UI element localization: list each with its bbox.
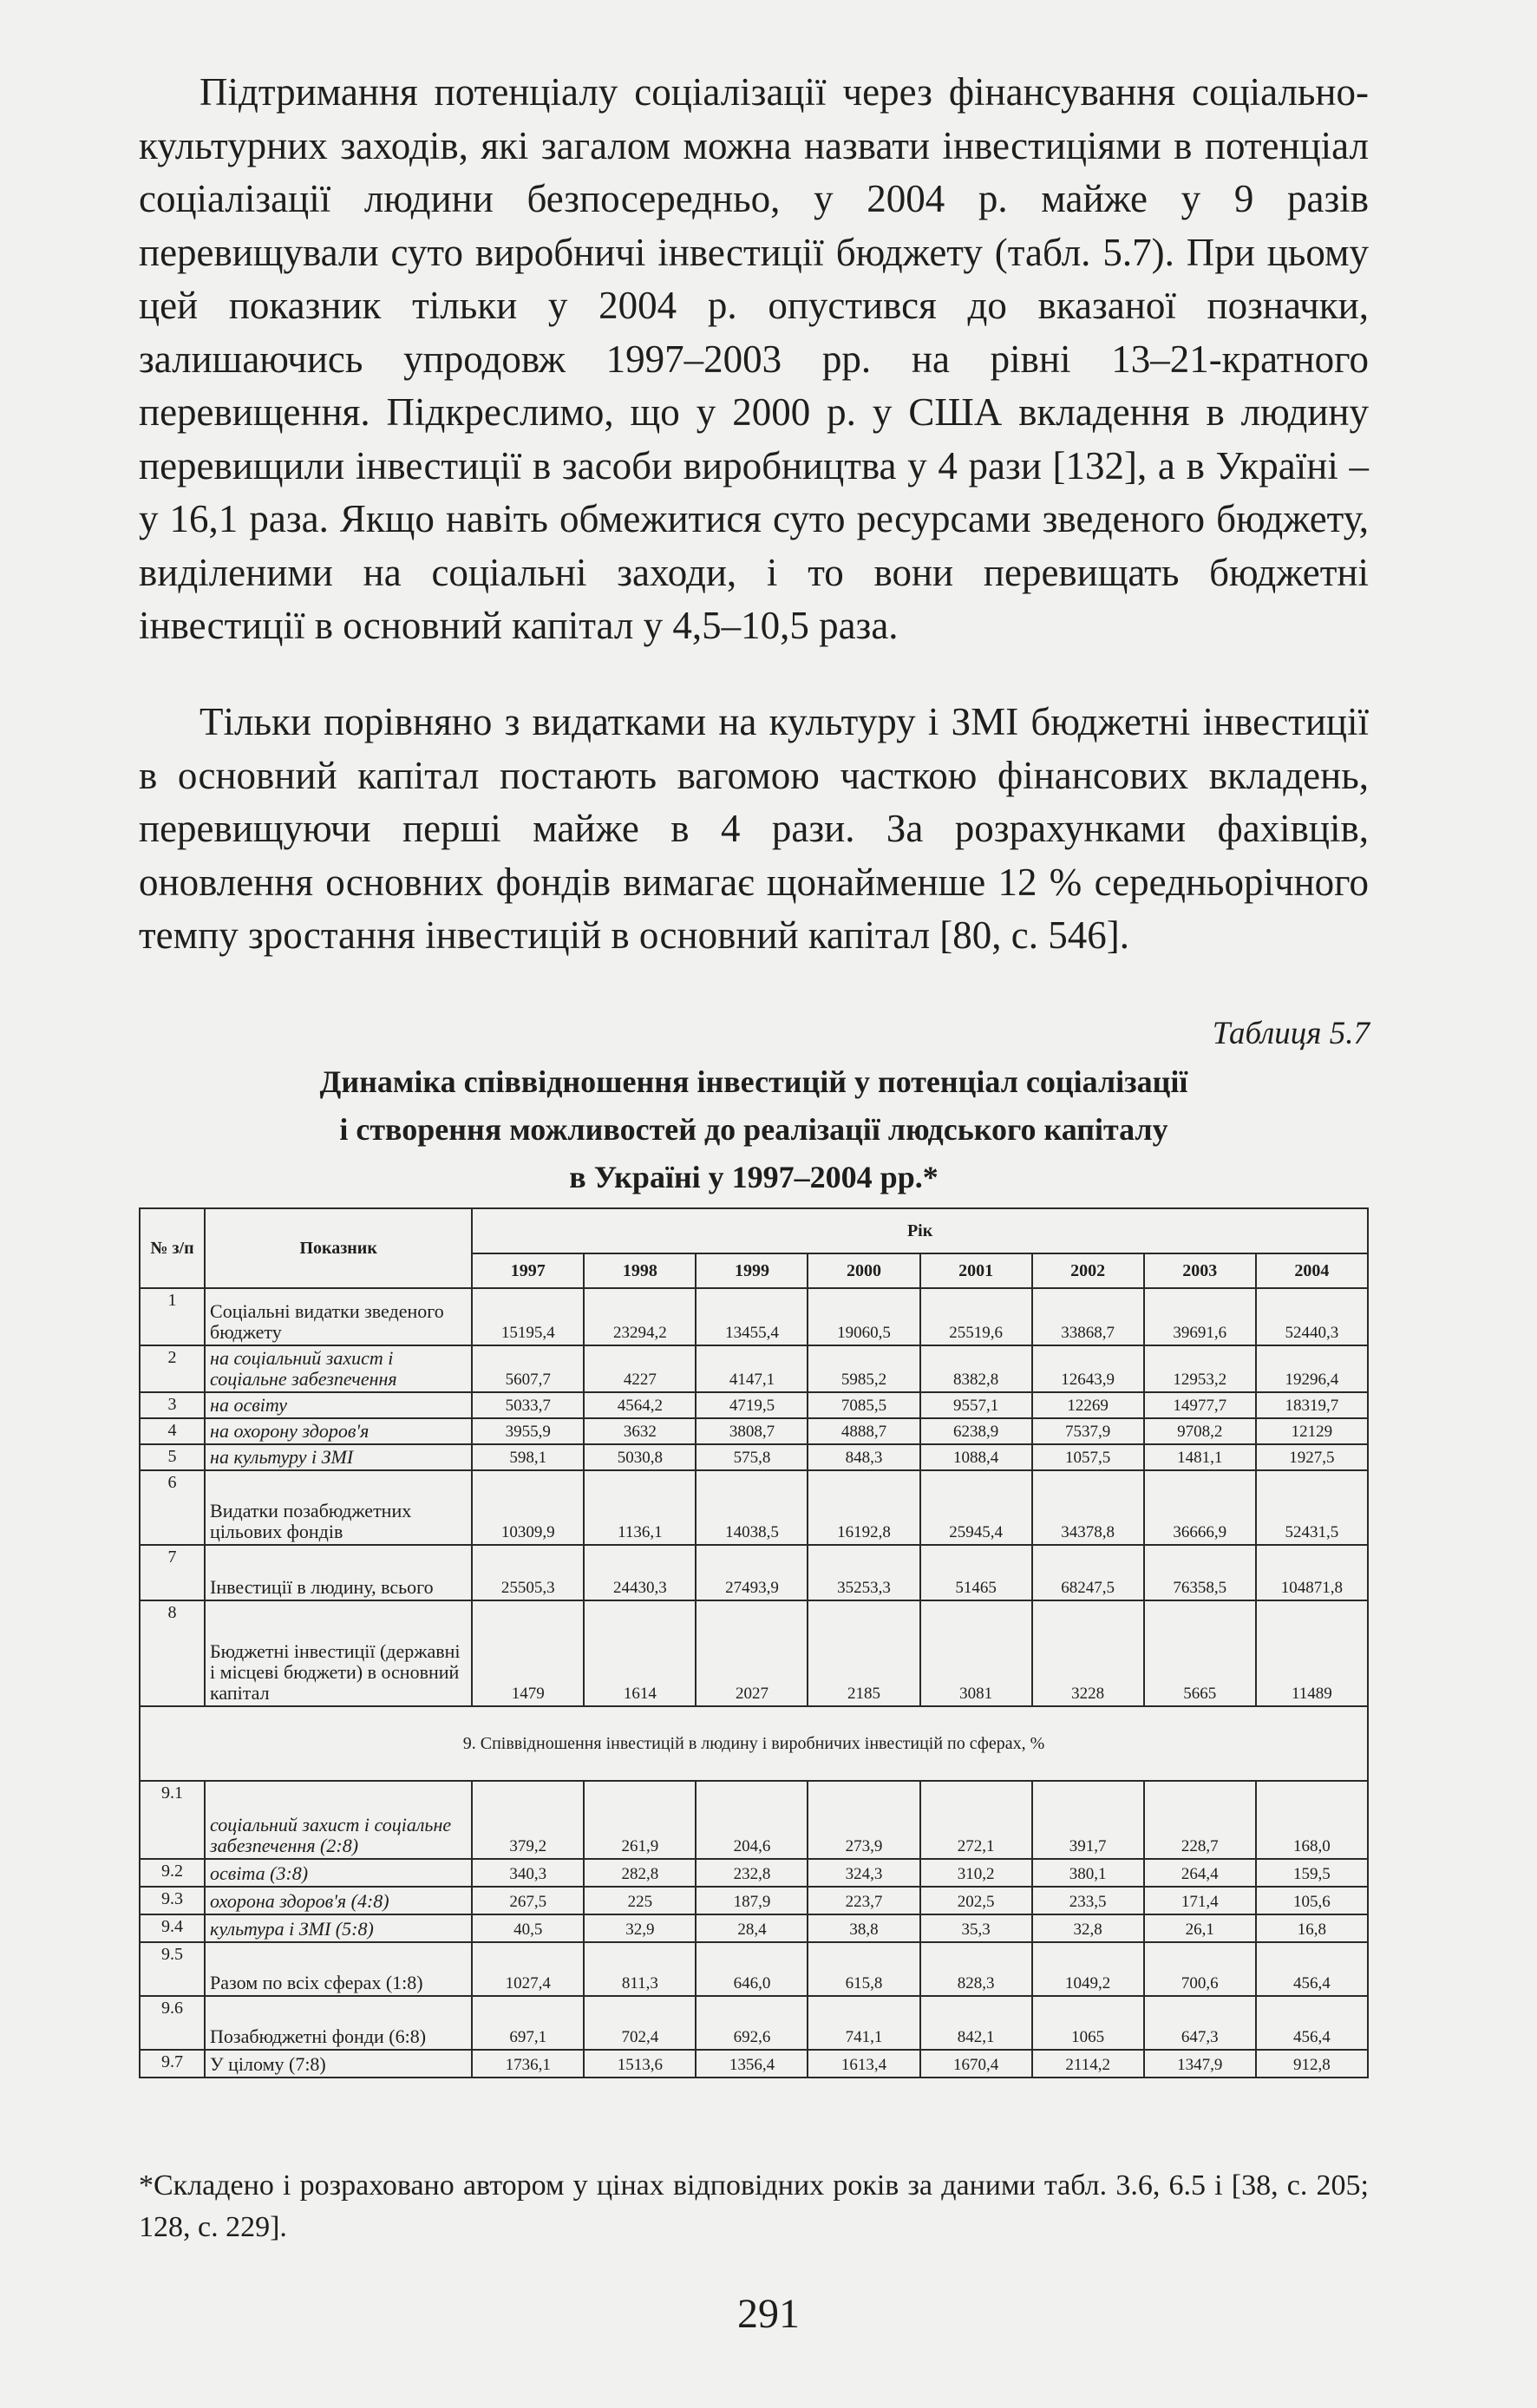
header-year: 2000 bbox=[808, 1253, 919, 1288]
cell-value: 9557,1 bbox=[920, 1392, 1032, 1418]
cell-value: 1065 bbox=[1032, 1996, 1144, 2050]
cell-value: 52431,5 bbox=[1256, 1470, 1368, 1545]
cell-value: 28,4 bbox=[696, 1914, 808, 1942]
cell-value: 7085,5 bbox=[808, 1392, 919, 1418]
cell-value: 5607,7 bbox=[472, 1345, 584, 1392]
cell-value: 456,4 bbox=[1256, 1996, 1368, 2050]
cell-value: 7537,9 bbox=[1032, 1418, 1144, 1444]
cell-value: 261,9 bbox=[584, 1781, 696, 1859]
cell-value: 1736,1 bbox=[472, 2050, 584, 2078]
header-year: 2002 bbox=[1032, 1253, 1144, 1288]
table-number: Таблиця 5.7 bbox=[1212, 1016, 1370, 1051]
cell-value: 1088,4 bbox=[920, 1444, 1032, 1470]
cell-value: 615,8 bbox=[808, 1942, 919, 1996]
row-label: Бюджетні інвестиції (державні і місцеві бюджети) в основний капітал bbox=[205, 1600, 472, 1706]
cell-value: 848,3 bbox=[808, 1444, 919, 1470]
cell-value: 23294,2 bbox=[584, 1288, 696, 1345]
row-number: 9.6 bbox=[140, 1996, 205, 2050]
cell-value: 456,4 bbox=[1256, 1942, 1368, 1996]
cell-value: 697,1 bbox=[472, 1996, 584, 2050]
cell-value: 340,3 bbox=[472, 1859, 584, 1887]
cell-value: 575,8 bbox=[696, 1444, 808, 1470]
cell-value: 104871,8 bbox=[1256, 1545, 1368, 1600]
row-number: 3 bbox=[140, 1392, 205, 1418]
cell-value: 3228 bbox=[1032, 1600, 1144, 1706]
cell-value: 647,3 bbox=[1144, 1996, 1256, 2050]
cell-value: 3955,9 bbox=[472, 1418, 584, 1444]
cell-value: 16,8 bbox=[1256, 1914, 1368, 1942]
cell-value: 1513,6 bbox=[584, 2050, 696, 2078]
cell-value: 5030,8 bbox=[584, 1444, 696, 1470]
cell-value: 171,4 bbox=[1144, 1887, 1256, 1914]
cell-value: 2027 bbox=[696, 1600, 808, 1706]
table-row bbox=[140, 1444, 1368, 1470]
ratio-row bbox=[140, 1859, 1368, 1887]
cell-value: 14038,5 bbox=[696, 1470, 808, 1545]
cell-value: 379,2 bbox=[472, 1781, 584, 1859]
cell-value: 741,1 bbox=[808, 1996, 919, 2050]
row-label: Позабюджетні фонди (6:8) bbox=[205, 1996, 472, 2050]
cell-value: 232,8 bbox=[696, 1859, 808, 1887]
cell-value: 692,6 bbox=[696, 1996, 808, 2050]
table-row bbox=[140, 1345, 1368, 1392]
header-year-group: Рік bbox=[472, 1208, 1368, 1253]
paragraph-1: Підтримання потенціалу соціалізації через фінансування соціально-культурних заходів, які загалом можна назвати інвестиціями в потенціал соціалізації людини безпосередньо, у 2004 р. майже у 9 разів перевищували суто виробничі інвестиції бюджету (табл. 5.7). При цьому цей показник тільки у 2004 р. опустився до вказаної позначки, залишаючись упродовж 1997–2003 рр. на рівні 13–21-кратного перевищення. Підкреслимо, що у 2000 р. у США вкладення в людину перевищили інвестиції в засоби виробництва у 4 рази [132], а в Україні – у 16,1 раза. Якщо навіть обмежитися суто ресурсами зведеного бюджету, виділеними на соціальні заходи, і то вони перевищать бюджетні інвестиції в основний капітал у 4,5–10,5 раза. bbox=[139, 70, 1369, 647]
cell-value: 4888,7 bbox=[808, 1418, 919, 1444]
header-year: 1999 bbox=[696, 1253, 808, 1288]
cell-value: 12129 bbox=[1256, 1418, 1368, 1444]
table-row bbox=[140, 1600, 1368, 1706]
caption-line: в Україні у 1997–2004 рр.* bbox=[569, 1160, 939, 1194]
cell-value: 1479 bbox=[472, 1600, 584, 1706]
header-number: № з/п bbox=[140, 1208, 205, 1288]
cell-value: 24430,3 bbox=[584, 1545, 696, 1600]
row-label: соціальний захист і соціальне забезпечення (2:8) bbox=[205, 1781, 472, 1859]
cell-value: 380,1 bbox=[1032, 1859, 1144, 1887]
cell-value: 68247,5 bbox=[1032, 1545, 1144, 1600]
row-label: на освіту bbox=[205, 1392, 472, 1418]
row-number: 4 bbox=[140, 1418, 205, 1444]
cell-value: 36666,9 bbox=[1144, 1470, 1256, 1545]
page-number: 291 bbox=[737, 2291, 800, 2337]
cell-value: 8382,8 bbox=[920, 1345, 1032, 1392]
cell-value: 912,8 bbox=[1256, 2050, 1368, 2078]
cell-value: 52440,3 bbox=[1256, 1288, 1368, 1345]
cell-value: 223,7 bbox=[808, 1887, 919, 1914]
cell-value: 6238,9 bbox=[920, 1418, 1032, 1444]
section-heading: 9. Співвідношення інвестицій в людину і виробничих інвестицій по сферах, % bbox=[140, 1706, 1368, 1781]
row-number: 9.1 bbox=[140, 1781, 205, 1859]
cell-value: 204,6 bbox=[696, 1781, 808, 1859]
cell-value: 39691,6 bbox=[1144, 1288, 1256, 1345]
cell-value: 25519,6 bbox=[920, 1288, 1032, 1345]
row-label: на соціальний захист і соціальне забезпечення bbox=[205, 1345, 472, 1392]
row-label: Видатки позабюджетних цільових фондів bbox=[205, 1470, 472, 1545]
row-label: охорона здоров'я (4:8) bbox=[205, 1887, 472, 1914]
cell-value: 4564,2 bbox=[584, 1392, 696, 1418]
row-number: 9.5 bbox=[140, 1942, 205, 1996]
cell-value: 25945,4 bbox=[920, 1470, 1032, 1545]
cell-value: 1347,9 bbox=[1144, 2050, 1256, 2078]
ratio-row bbox=[140, 1996, 1368, 2050]
row-number: 9.4 bbox=[140, 1914, 205, 1942]
caption-line: Динаміка співвідношення інвестицій у потенціал соціалізації bbox=[319, 1064, 1188, 1099]
caption-line: і створення можливостей до реалізації людського капіталу bbox=[339, 1112, 1168, 1147]
cell-value: 1670,4 bbox=[920, 2050, 1032, 2078]
cell-value: 1057,5 bbox=[1032, 1444, 1144, 1470]
cell-value: 324,3 bbox=[808, 1859, 919, 1887]
cell-value: 1481,1 bbox=[1144, 1444, 1256, 1470]
cell-value: 19060,5 bbox=[808, 1288, 919, 1345]
header-year: 2001 bbox=[920, 1253, 1032, 1288]
cell-value: 267,5 bbox=[472, 1887, 584, 1914]
cell-value: 646,0 bbox=[696, 1942, 808, 1996]
ratio-row bbox=[140, 2050, 1368, 2078]
table-row bbox=[140, 1288, 1368, 1345]
cell-value: 3632 bbox=[584, 1418, 696, 1444]
cell-value: 159,5 bbox=[1256, 1859, 1368, 1887]
cell-value: 2114,2 bbox=[1032, 2050, 1144, 2078]
table-caption bbox=[139, 1058, 1369, 1201]
cell-value: 38,8 bbox=[808, 1914, 919, 1942]
row-label: освіта (3:8) bbox=[205, 1859, 472, 1887]
cell-value: 4147,1 bbox=[696, 1345, 808, 1392]
cell-value: 11489 bbox=[1256, 1600, 1368, 1706]
cell-value: 35253,3 bbox=[808, 1545, 919, 1600]
cell-value: 1927,5 bbox=[1256, 1444, 1368, 1470]
cell-value: 3081 bbox=[920, 1600, 1032, 1706]
cell-value: 282,8 bbox=[584, 1859, 696, 1887]
cell-value: 598,1 bbox=[472, 1444, 584, 1470]
cell-value: 32,8 bbox=[1032, 1914, 1144, 1942]
row-label: Разом по всіх сферах (1:8) bbox=[205, 1942, 472, 1996]
cell-value: 1049,2 bbox=[1032, 1942, 1144, 1996]
cell-value: 702,4 bbox=[584, 1996, 696, 2050]
section-row bbox=[140, 1706, 1368, 1781]
cell-value: 272,1 bbox=[920, 1781, 1032, 1859]
ratio-row bbox=[140, 1781, 1368, 1859]
cell-value: 33868,7 bbox=[1032, 1288, 1144, 1345]
cell-value: 25505,3 bbox=[472, 1545, 584, 1600]
row-number: 8 bbox=[140, 1600, 205, 1706]
cell-value: 76358,5 bbox=[1144, 1545, 1256, 1600]
header-year: 2004 bbox=[1256, 1253, 1368, 1288]
cell-value: 32,9 bbox=[584, 1914, 696, 1942]
cell-value: 15195,4 bbox=[472, 1288, 584, 1345]
row-label: на культуру і ЗМІ bbox=[205, 1444, 472, 1470]
cell-value: 3808,7 bbox=[696, 1418, 808, 1444]
table-row bbox=[140, 1392, 1368, 1418]
cell-value: 18319,7 bbox=[1256, 1392, 1368, 1418]
cell-value: 35,3 bbox=[920, 1914, 1032, 1942]
cell-value: 10309,9 bbox=[472, 1470, 584, 1545]
cell-value: 264,4 bbox=[1144, 1859, 1256, 1887]
cell-value: 168,0 bbox=[1256, 1781, 1368, 1859]
row-number: 1 bbox=[140, 1288, 205, 1345]
cell-value: 2185 bbox=[808, 1600, 919, 1706]
cell-value: 40,5 bbox=[472, 1914, 584, 1942]
cell-value: 1613,4 bbox=[808, 2050, 919, 2078]
table-row bbox=[140, 1470, 1368, 1545]
cell-value: 51465 bbox=[920, 1545, 1032, 1600]
cell-value: 19296,4 bbox=[1256, 1345, 1368, 1392]
cell-value: 16192,8 bbox=[808, 1470, 919, 1545]
ratio-row bbox=[140, 1942, 1368, 1996]
row-number: 7 bbox=[140, 1545, 205, 1600]
cell-value: 27493,9 bbox=[696, 1545, 808, 1600]
row-label: Інвестиції в людину, всього bbox=[205, 1545, 472, 1600]
ratio-row bbox=[140, 1914, 1368, 1942]
cell-value: 5665 bbox=[1144, 1600, 1256, 1706]
table-body bbox=[140, 1288, 1368, 2078]
cell-value: 26,1 bbox=[1144, 1914, 1256, 1942]
cell-value: 12643,9 bbox=[1032, 1345, 1144, 1392]
row-label: на охорону здоров'я bbox=[205, 1418, 472, 1444]
cell-value: 12953,2 bbox=[1144, 1345, 1256, 1392]
paragraph-2: Тільки порівняно з видатками на культуру і ЗМІ бюджетні інвестиції в основний капітал постають вагомою часткою фінансових вкладень, перевищуючи перші майже в 4 рази. За розрахунками фахівців, оновлення основних фондів вимагає щонайменше 12 % середньорічного темпу зростання інвестицій в основний капітал [80, с. 546]. bbox=[139, 700, 1369, 957]
table-row bbox=[140, 1545, 1368, 1600]
cell-value: 273,9 bbox=[808, 1781, 919, 1859]
header-indicator: Показник bbox=[205, 1208, 472, 1288]
row-number: 6 bbox=[140, 1470, 205, 1545]
footnote: *Складено і розраховано автором у цінах відповідних років за даними табл. 3.6, 6.5 і [38, с. 205; 128, с. 229]. bbox=[139, 2169, 1369, 2243]
cell-value: 187,9 bbox=[696, 1887, 808, 1914]
cell-value: 1356,4 bbox=[696, 2050, 808, 2078]
cell-value: 228,7 bbox=[1144, 1781, 1256, 1859]
cell-value: 811,3 bbox=[584, 1942, 696, 1996]
row-number: 9.3 bbox=[140, 1887, 205, 1914]
cell-value: 1027,4 bbox=[472, 1942, 584, 1996]
row-number: 2 bbox=[140, 1345, 205, 1392]
cell-value: 1136,1 bbox=[584, 1470, 696, 1545]
row-label: культура і ЗМІ (5:8) bbox=[205, 1914, 472, 1942]
cell-value: 225 bbox=[584, 1887, 696, 1914]
cell-value: 842,1 bbox=[920, 1996, 1032, 2050]
cell-value: 105,6 bbox=[1256, 1887, 1368, 1914]
row-number: 9.2 bbox=[140, 1859, 205, 1887]
cell-value: 1614 bbox=[584, 1600, 696, 1706]
ratio-row bbox=[140, 1887, 1368, 1914]
cell-value: 391,7 bbox=[1032, 1781, 1144, 1859]
cell-value: 700,6 bbox=[1144, 1942, 1256, 1996]
cell-value: 5033,7 bbox=[472, 1392, 584, 1418]
data-table bbox=[139, 1207, 1369, 2078]
cell-value: 34378,8 bbox=[1032, 1470, 1144, 1545]
cell-value: 202,5 bbox=[920, 1887, 1032, 1914]
row-label: Соціальні видатки зведеного бюджету bbox=[205, 1288, 472, 1345]
cell-value: 233,5 bbox=[1032, 1887, 1144, 1914]
cell-value: 310,2 bbox=[920, 1859, 1032, 1887]
cell-value: 828,3 bbox=[920, 1942, 1032, 1996]
cell-value: 4719,5 bbox=[696, 1392, 808, 1418]
header-year: 2003 bbox=[1144, 1253, 1256, 1288]
cell-value: 9708,2 bbox=[1144, 1418, 1256, 1444]
cell-value: 12269 bbox=[1032, 1392, 1144, 1418]
cell-value: 14977,7 bbox=[1144, 1392, 1256, 1418]
cell-value: 5985,2 bbox=[808, 1345, 919, 1392]
row-number: 9.7 bbox=[140, 2050, 205, 2078]
header-year: 1997 bbox=[472, 1253, 584, 1288]
cell-value: 4227 bbox=[584, 1345, 696, 1392]
header-year: 1998 bbox=[584, 1253, 696, 1288]
table-row bbox=[140, 1418, 1368, 1444]
row-label: У цілому (7:8) bbox=[205, 2050, 472, 2078]
cell-value: 13455,4 bbox=[696, 1288, 808, 1345]
row-number: 5 bbox=[140, 1444, 205, 1470]
